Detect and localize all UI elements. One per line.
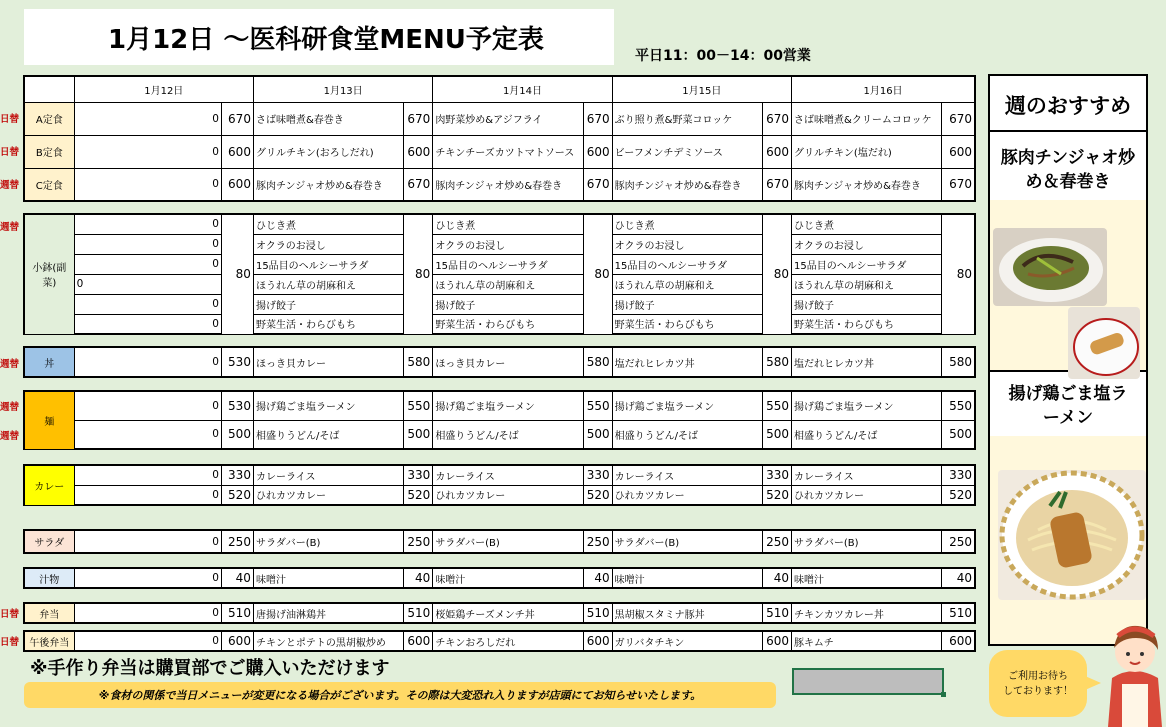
recommended-dish-1: 豚肉チンジャオ炒め＆春巻き bbox=[990, 132, 1146, 200]
afternoon-bento-table bbox=[23, 630, 976, 652]
side-dish-item: ほうれん草の胡麻和え bbox=[792, 274, 942, 294]
side-dish-item: 野菜生活・わらびもち bbox=[253, 314, 403, 334]
price-cell: 330 bbox=[404, 465, 433, 485]
price-cell: 520 bbox=[583, 485, 612, 505]
price-cell: 40 bbox=[762, 568, 791, 588]
dish-name: さば味噌煮&春巻き bbox=[253, 102, 403, 135]
day1-value: 0 bbox=[74, 485, 221, 505]
dish-name: グリルチキン(塩だれ) bbox=[792, 135, 942, 168]
rotation-tag: 日替 bbox=[0, 609, 20, 620]
price-cell: 670 bbox=[942, 168, 975, 201]
category-cell: 麺 bbox=[24, 391, 74, 449]
kobachi-table bbox=[23, 213, 976, 335]
category-cell: 小鉢(副菜) bbox=[24, 214, 74, 334]
dish-name: ほっき貝カレー bbox=[253, 347, 403, 377]
day1-value: 0 bbox=[74, 274, 221, 294]
rotation-tag: 日替 bbox=[0, 637, 20, 648]
dish-name: 豚肉チンジャオ炒め&春巻き bbox=[253, 168, 403, 201]
category-cell: カレー bbox=[24, 465, 74, 505]
waitress-illustration bbox=[1104, 618, 1166, 727]
dish-name: 塩だれヒレカツ丼 bbox=[612, 347, 762, 377]
price-cell: 250 bbox=[404, 530, 433, 553]
dish-name: 揚げ鶏ごま塩ラーメン bbox=[612, 391, 762, 420]
price-cell: 670 bbox=[762, 168, 791, 201]
side-dish-item: 揚げ餃子 bbox=[792, 294, 942, 314]
price-cell: 670 bbox=[404, 102, 433, 135]
price-cell: 330 bbox=[762, 465, 791, 485]
don-table bbox=[23, 346, 976, 378]
bento-table bbox=[23, 602, 976, 624]
price-cell: 550 bbox=[762, 391, 791, 420]
dish-name: 相盛りうどん/そば bbox=[253, 420, 403, 449]
rotation-tag: 週替 bbox=[0, 359, 20, 370]
category-cell: A定食 bbox=[24, 102, 74, 135]
day1-value: 0 bbox=[74, 102, 221, 135]
dish-name: ぶり照り煮&野菜コロッケ bbox=[612, 102, 762, 135]
price-cell: 600 bbox=[762, 631, 791, 651]
dish-name: サラダバー(B) bbox=[253, 530, 403, 553]
dish-name: 唐揚げ油淋鶏丼 bbox=[253, 603, 403, 623]
day1-value: 0 bbox=[74, 347, 221, 377]
rotation-tag: 日替 bbox=[0, 114, 20, 125]
soup-table bbox=[23, 567, 976, 589]
dish-name: ビーフメンチデミソース bbox=[612, 135, 762, 168]
rotation-tag: 日替 bbox=[0, 147, 20, 158]
dish-name: ひれカツカレー bbox=[612, 485, 762, 505]
day1-value: 0 bbox=[74, 314, 221, 334]
price-cell: 580 bbox=[404, 347, 433, 377]
salad-table bbox=[23, 529, 976, 554]
dish-name: 肉野菜炒め&アジフライ bbox=[433, 102, 583, 135]
category-cell: 汁物 bbox=[24, 568, 74, 588]
side-dish-item: ひじき煮 bbox=[612, 214, 762, 234]
day1-value: 0 bbox=[74, 294, 221, 314]
dish-name: 桜姫鶏チーズメンチ丼 bbox=[433, 603, 583, 623]
side-dish-item: 15品目のヘルシーサラダ bbox=[253, 254, 403, 274]
bubble-line-2: しております！ bbox=[1003, 685, 1073, 697]
price-cell: 40 bbox=[404, 568, 433, 588]
rotation-tag: 週替 bbox=[0, 180, 20, 191]
dish-name: チキンとポテトの黒胡椒炒め bbox=[253, 631, 403, 651]
price-cell: 80 bbox=[942, 214, 975, 334]
price-cell: 600 bbox=[762, 135, 791, 168]
price-cell: 670 bbox=[221, 102, 253, 135]
side-dish-item: オクラのお浸し bbox=[433, 234, 583, 254]
price-cell: 580 bbox=[942, 347, 975, 377]
day-header: 1月12日 bbox=[74, 76, 253, 102]
day1-value: 0 bbox=[74, 214, 221, 234]
price-cell: 670 bbox=[762, 102, 791, 135]
day1-value: 0 bbox=[74, 135, 221, 168]
rotation-tag: 週替 bbox=[0, 431, 20, 442]
dish-name: 黒胡椒スタミナ豚丼 bbox=[612, 603, 762, 623]
price-cell: 80 bbox=[404, 214, 433, 334]
price-cell: 80 bbox=[762, 214, 791, 334]
spring-roll-photo bbox=[1068, 307, 1140, 379]
price-cell: 250 bbox=[942, 530, 975, 553]
dish-name: さば味噌煮&クリームコロッケ bbox=[792, 102, 942, 135]
price-cell: 600 bbox=[942, 135, 975, 168]
price-cell: 40 bbox=[583, 568, 612, 588]
bubble-line-1: ご利用お待ち bbox=[1008, 670, 1068, 682]
dish-name: 相盛りうどん/そば bbox=[433, 420, 583, 449]
teishoku-table bbox=[23, 75, 976, 202]
side-dish-item: 揚げ餃子 bbox=[253, 294, 403, 314]
price-cell: 80 bbox=[221, 214, 253, 334]
price-cell: 500 bbox=[942, 420, 975, 449]
side-dish-item: 15品目のヘルシーサラダ bbox=[792, 254, 942, 274]
price-cell: 510 bbox=[762, 603, 791, 623]
price-cell: 600 bbox=[404, 631, 433, 651]
day1-value: 0 bbox=[74, 254, 221, 274]
price-cell: 600 bbox=[404, 135, 433, 168]
dish-name: ひれカツカレー bbox=[253, 485, 403, 505]
dish-name: 相盛りうどん/そば bbox=[612, 420, 762, 449]
day1-value: 0 bbox=[74, 420, 221, 449]
day1-value: 0 bbox=[74, 391, 221, 420]
price-cell: 550 bbox=[583, 391, 612, 420]
price-cell: 520 bbox=[942, 485, 975, 505]
dish-name: グリルチキン(おろしだれ) bbox=[253, 135, 403, 168]
side-dish-item: ひじき煮 bbox=[253, 214, 403, 234]
price-cell: 250 bbox=[583, 530, 612, 553]
price-cell: 250 bbox=[762, 530, 791, 553]
price-cell: 600 bbox=[221, 168, 253, 201]
handmade-bento-note: ※手作り弁当は購買部でご購入いただけます bbox=[30, 658, 390, 679]
rotation-tag: 週替 bbox=[0, 222, 20, 233]
price-cell: 500 bbox=[583, 420, 612, 449]
price-cell: 520 bbox=[762, 485, 791, 505]
dish-name: ガリバタチキン bbox=[612, 631, 762, 651]
dish-name: 豚肉チンジャオ炒め&春巻き bbox=[433, 168, 583, 201]
price-cell: 510 bbox=[221, 603, 253, 623]
dish-name: 豚肉チンジャオ炒め&春巻き bbox=[612, 168, 762, 201]
side-dish-item: ほうれん草の胡麻和え bbox=[253, 274, 403, 294]
day1-value: 0 bbox=[74, 603, 221, 623]
dish-name: 揚げ鶏ごま塩ラーメン bbox=[792, 391, 942, 420]
category-cell: B定食 bbox=[24, 135, 74, 168]
day1-value: 0 bbox=[74, 530, 221, 553]
price-cell: 330 bbox=[221, 465, 253, 485]
day1-value: 0 bbox=[74, 465, 221, 485]
price-cell: 330 bbox=[583, 465, 612, 485]
dish-name: カレーライス bbox=[253, 465, 403, 485]
dish-name: 味噌汁 bbox=[433, 568, 583, 588]
side-dish-item: 野菜生活・わらびもち bbox=[433, 314, 583, 334]
dish-name: カレーライス bbox=[612, 465, 762, 485]
menu-change-notice: ※食材の関係で当日メニューが変更になる場合がございます。その際は大変恐れ入りますが店頭にてお知らせいたします。 bbox=[24, 682, 776, 708]
ramen-photo bbox=[998, 470, 1146, 600]
dish-name: 味噌汁 bbox=[253, 568, 403, 588]
day1-value: 0 bbox=[74, 234, 221, 254]
price-cell: 600 bbox=[942, 631, 975, 651]
dish-name: ひれカツカレー bbox=[792, 485, 942, 505]
dish-name: チキンチーズカツトマトソース bbox=[433, 135, 583, 168]
stir-fry-photo bbox=[993, 228, 1107, 306]
dish-name: チキンおろしだれ bbox=[433, 631, 583, 651]
recommended-dish-2: 揚げ鶏ごま塩ラーメン bbox=[990, 372, 1146, 436]
price-cell: 670 bbox=[942, 102, 975, 135]
price-cell: 520 bbox=[221, 485, 253, 505]
price-cell: 510 bbox=[583, 603, 612, 623]
day1-value: 0 bbox=[74, 168, 221, 201]
price-cell: 500 bbox=[221, 420, 253, 449]
price-cell: 600 bbox=[583, 631, 612, 651]
side-dish-item: ほうれん草の胡麻和え bbox=[433, 274, 583, 294]
dish-name: 揚げ鶏ごま塩ラーメン bbox=[253, 391, 403, 420]
rotation-tag: 週替 bbox=[0, 402, 20, 413]
price-cell: 670 bbox=[404, 168, 433, 201]
price-cell: 670 bbox=[583, 168, 612, 201]
category-cell: C定食 bbox=[24, 168, 74, 201]
price-cell: 250 bbox=[221, 530, 253, 553]
dish-name: ほっき貝カレー bbox=[433, 347, 583, 377]
page-title: 1月12日 ～医科研食堂MENU予定表 bbox=[24, 9, 614, 65]
header-blank bbox=[24, 76, 74, 102]
price-cell: 580 bbox=[583, 347, 612, 377]
category-cell: 弁当 bbox=[24, 603, 74, 623]
speech-bubble bbox=[989, 650, 1087, 717]
side-dish-item: ひじき煮 bbox=[792, 214, 942, 234]
weekly-recommendation-heading: 週のおすすめ bbox=[990, 76, 1146, 132]
dish-name: チキンカツカレー丼 bbox=[792, 603, 942, 623]
dish-name: サラダバー(B) bbox=[612, 530, 762, 553]
price-cell: 80 bbox=[583, 214, 612, 334]
price-cell: 670 bbox=[583, 102, 612, 135]
price-cell: 330 bbox=[942, 465, 975, 485]
day1-value: 0 bbox=[74, 631, 221, 651]
men-table bbox=[23, 390, 976, 450]
side-dish-item: 15品目のヘルシーサラダ bbox=[433, 254, 583, 274]
side-dish-item: ひじき煮 bbox=[433, 214, 583, 234]
price-cell: 40 bbox=[942, 568, 975, 588]
dish-name: 味噌汁 bbox=[792, 568, 942, 588]
price-cell: 550 bbox=[942, 391, 975, 420]
dish-name: 相盛りうどん/そば bbox=[792, 420, 942, 449]
dish-name: 味噌汁 bbox=[612, 568, 762, 588]
side-dish-item: 野菜生活・わらびもち bbox=[612, 314, 762, 334]
side-dish-item: 揚げ餃子 bbox=[612, 294, 762, 314]
price-cell: 40 bbox=[221, 568, 253, 588]
dish-name: 塩だれヒレカツ丼 bbox=[792, 347, 942, 377]
price-cell: 500 bbox=[762, 420, 791, 449]
side-dish-item: オクラのお浸し bbox=[792, 234, 942, 254]
category-cell: 丼 bbox=[24, 347, 74, 377]
price-cell: 600 bbox=[583, 135, 612, 168]
price-cell: 510 bbox=[942, 603, 975, 623]
price-cell: 500 bbox=[404, 420, 433, 449]
dish-name: カレーライス bbox=[433, 465, 583, 485]
price-cell: 600 bbox=[221, 135, 253, 168]
dish-name: サラダバー(B) bbox=[433, 530, 583, 553]
side-dish-item: 揚げ餃子 bbox=[433, 294, 583, 314]
dish-name: サラダバー(B) bbox=[792, 530, 942, 553]
side-dish-item: オクラのお浸し bbox=[612, 234, 762, 254]
day1-value: 0 bbox=[74, 568, 221, 588]
side-dish-item: ほうれん草の胡麻和え bbox=[612, 274, 762, 294]
dish-name: 豚肉チンジャオ炒め&春巻き bbox=[792, 168, 942, 201]
price-cell: 510 bbox=[404, 603, 433, 623]
dish-name: ひれカツカレー bbox=[433, 485, 583, 505]
price-cell: 520 bbox=[404, 485, 433, 505]
dish-name: 豚キムチ bbox=[792, 631, 942, 651]
day-header: 1月14日 bbox=[433, 76, 612, 102]
price-cell: 600 bbox=[221, 631, 253, 651]
price-cell: 530 bbox=[221, 347, 253, 377]
dish-name: カレーライス bbox=[792, 465, 942, 485]
day-header: 1月15日 bbox=[612, 76, 791, 102]
price-cell: 580 bbox=[762, 347, 791, 377]
side-dish-item: オクラのお浸し bbox=[253, 234, 403, 254]
category-cell: サラダ bbox=[24, 530, 74, 553]
curry-table bbox=[23, 464, 976, 506]
business-hours: 平日11：00－14：00営業 bbox=[635, 48, 811, 64]
price-cell: 530 bbox=[221, 391, 253, 420]
side-dish-item: 15品目のヘルシーサラダ bbox=[612, 254, 762, 274]
price-cell: 550 bbox=[404, 391, 433, 420]
dish-name: 揚げ鶏ごま塩ラーメン bbox=[433, 391, 583, 420]
day-header: 1月13日 bbox=[253, 76, 432, 102]
side-dish-item: 野菜生活・わらびもち bbox=[792, 314, 942, 334]
day-header: 1月16日 bbox=[792, 76, 975, 102]
cell-selection[interactable] bbox=[792, 668, 944, 695]
category-cell: 午後弁当 bbox=[24, 631, 74, 651]
